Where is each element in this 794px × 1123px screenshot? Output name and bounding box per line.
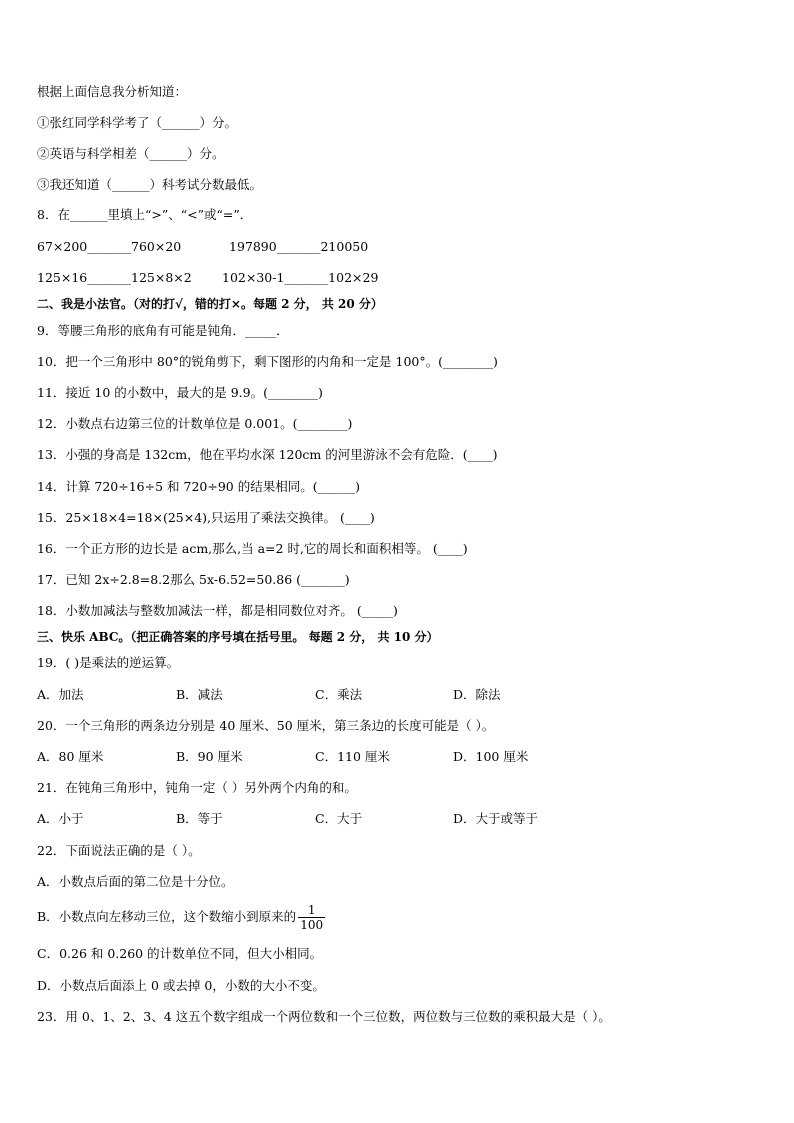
option-a-text: A．小数点后面的第二位是十分位。 [37, 874, 234, 889]
question-11: 11．接近 10 的小数中，最大的是 9.9。(________) [37, 385, 323, 400]
question-22: 22．下面说法正确的是（ ）。 [37, 843, 201, 858]
question-9: 9．等腰三角形的底角有可能是钝角．_____． [37, 323, 289, 338]
question-13: 13．小强的身高是 132cm，他在平均水深 120cm 的河里游泳不会有危险．(____) [37, 447, 498, 462]
option-b-text [37, 899, 325, 935]
option-a: A．加法 [37, 687, 84, 702]
question-18: 18．小数加减法与整数加减法一样，都是相同数位对齐。 (_____) [37, 603, 398, 618]
fraction [298, 903, 325, 932]
section-3-heading: 三、快乐 ABC。（把正确答案的序号填在括号里。 每题 2 分， 共 10 分） [37, 630, 439, 644]
question-8: 8．在______里填上“>”、“<”或“=”． [37, 207, 253, 222]
sub-question-2: ②英语与科学相差（______）分。 [37, 146, 225, 161]
option-b-label: B．小数点向左移动三位，这个数缩小到原来的 [37, 909, 297, 924]
question-12: 12．小数点右边第三位的计数单位是 0.001。(________) [37, 416, 353, 431]
option-d-text: D．小数点后面添上 0 或去掉 0，小数的大小不变。 [37, 978, 325, 993]
question-17: 17．已知 2x÷2.8=8.2那么 5x-6.52=50.86 (_______) [37, 572, 350, 587]
question-21: 21．在钝角三角形中，钝角一定（ ）另外两个内角的和。 [37, 780, 357, 795]
option-b: B．等于 [176, 811, 223, 826]
option-d: D．100 厘米 [453, 749, 529, 764]
option-b: B．90 厘米 [176, 749, 243, 764]
compare-item-2: 197890_______210050 [229, 239, 369, 254]
fraction-numerator: 1 [298, 903, 325, 918]
intro-text: 根据上面信息我分析知道： [37, 84, 188, 99]
question-20: 20．一个三角形的两条边分别是 40 厘米、50 厘米，第三条边的长度可能是（ ）。 [37, 718, 495, 733]
compare-item-3: 125×16_______125×8×2 [37, 270, 192, 285]
option-b: B．减法 [176, 687, 223, 702]
question-14: 14．计算 720÷16÷5 和 720÷90 的结果相同。(______) [37, 479, 360, 494]
compare-item-1: 67×200_______760×20 [37, 239, 182, 254]
option-c: C．110 厘米 [315, 749, 390, 764]
option-d: D．除法 [453, 687, 501, 702]
sub-question-1: ①张红同学科学考了（______）分。 [37, 115, 238, 130]
question-15: 15．25×18×4=18×(25×4),只运用了乘法交换律。 (____) [37, 510, 375, 525]
question-16: 16．一个正方形的边长是 acm,那么,当 a=2 时,它的周长和面积相等。 (____) [37, 541, 468, 556]
question-19: 19．( )是乘法的逆运算。 [37, 655, 180, 670]
section-2-heading: 二、我是小法官。（对的打√，错的打×。每题 2 分， 共 20 分） [37, 297, 383, 311]
sub-question-3: ③我还知道（______）科考试分数最低。 [37, 177, 263, 192]
question-23: 23．用 0、1、2、3、4 这五个数字组成一个两位数和一个三位数，两位数与三位数的乘积最大是（ ）。 [37, 1009, 611, 1024]
option-c: C．乘法 [315, 687, 363, 702]
option-c: C．大于 [315, 811, 363, 826]
option-a: A．小于 [37, 811, 84, 826]
fraction-denominator: 100 [300, 918, 324, 932]
option-c-text: C．0.26 和 0.260 的计数单位不同，但大小相同。 [37, 946, 323, 961]
compare-item-4: 102×30-1_______102×29 [222, 270, 379, 285]
question-10: 10．把一个三角形中 80°的锐角剪下，剩下图形的内角和一定是 100°。(________) [37, 354, 498, 369]
option-a: A．80 厘米 [37, 749, 104, 764]
option-d: D．大于或等于 [453, 811, 539, 826]
